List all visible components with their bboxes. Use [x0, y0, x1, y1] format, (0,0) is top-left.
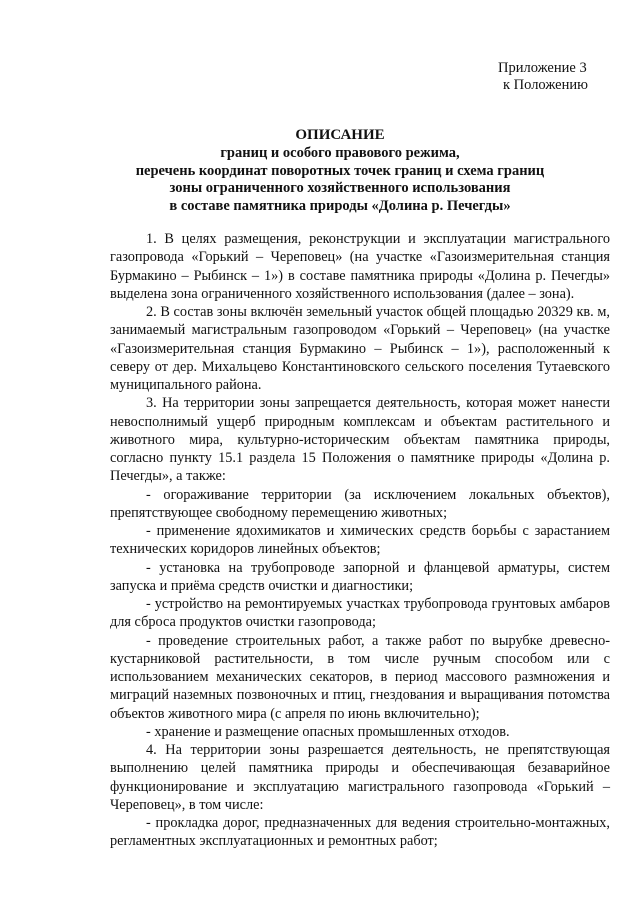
- prohibition-item-construction: - проведение строительных работ, а также работ по вырубке древесно-кустарниковой растительности, в том числе ручным способом или с использованием механических секаторов, в период массового размножения и миграций наземных позвоночных и птиц, гнездования и выращивания потомства объектов животного мира (с апреля по июнь включительно);: [110, 632, 610, 722]
- appendix-regulation-ref: к Положению: [503, 77, 588, 93]
- permission-item-roads: - прокладка дорог, предназначенных для ведения строительно-монтажных, регламентных эксплуатационных и ремонтных работ;: [110, 815, 610, 850]
- prohibition-item-chemicals: - применение ядохимикатов и химических средств борьбы с зарастанием технических коридоров линейных объектов;: [110, 523, 610, 558]
- title-line-3: зоны ограниченного хозяйственного использования: [169, 180, 511, 197]
- appendix-number: Приложение 3: [498, 60, 587, 76]
- prohibition-item-waste: - хранение и размещение опасных промышленных отходов.: [146, 723, 510, 740]
- title-line-2: перечень координат поворотных точек границ и схема границ: [135, 162, 545, 179]
- paragraph-3: 3. На территории зоны запрещается деятельность, которая может нанести невосполнимый ущерб природным комплексам и объектам растительного и животного мира, культурно-историческим объектам памятника природы, согласно пункту 15.1 раздела 15 Положения о памятнике природы «Долина р. Печегды», а также:: [110, 395, 610, 485]
- document-title: [80, 127, 600, 216]
- document-body: [110, 230, 610, 851]
- prohibition-item-pits: - устройство на ремонтируемых участках трубопровода грунтовых амбаров для сброса продуктов очистки газопровода;: [110, 596, 610, 631]
- prohibition-item-fencing: - огораживание территории (за исключением локальных объектов), препятствующее свободному перемещению животных;: [110, 486, 610, 521]
- title-line-1: границ и особого правового режима,: [220, 144, 460, 161]
- paragraph-4: 4. На территории зоны разрешается деятельность, не препятствующая выполнению целей памятника природы и обеспечивающая безаварийное функционирование и эксплуатацию магистрального газопровода «Горький – Череповец», в том числе:: [110, 742, 610, 813]
- appendix-reference: [498, 60, 608, 94]
- paragraph-1: 1. В целях размещения, реконструкции и эксплуатации магистрального газопровода «Горький – Череповец» (на участке «Газоизмерительная станция Бурмакино – Рыбинск – 1») в составе памятника природы «Долина р. Печегды» выделена зона ограниченного хозяйственного использования (далее – зона).: [110, 231, 610, 302]
- title-line-4: в составе памятника природы «Долина р. Печегды»: [169, 198, 511, 215]
- title-heading: ОПИСАНИЕ: [295, 127, 385, 143]
- paragraph-2: 2. В состав зоны включён земельный участок общей площадью 20329 кв. м, занимаемый магистральным газопроводом «Горький – Череповец» (на участке «Газоизмерительная станция Бурмакино – Рыбинск – 1»), расположенный к северу от дер. Михальцево Константиновского сельского поселения Тутаевского муниципального района.: [110, 304, 610, 393]
- prohibition-item-valves: - установка на трубопроводе запорной и фланцевой арматуры, систем запуска и приёма средств очистки и диагностики;: [110, 559, 610, 594]
